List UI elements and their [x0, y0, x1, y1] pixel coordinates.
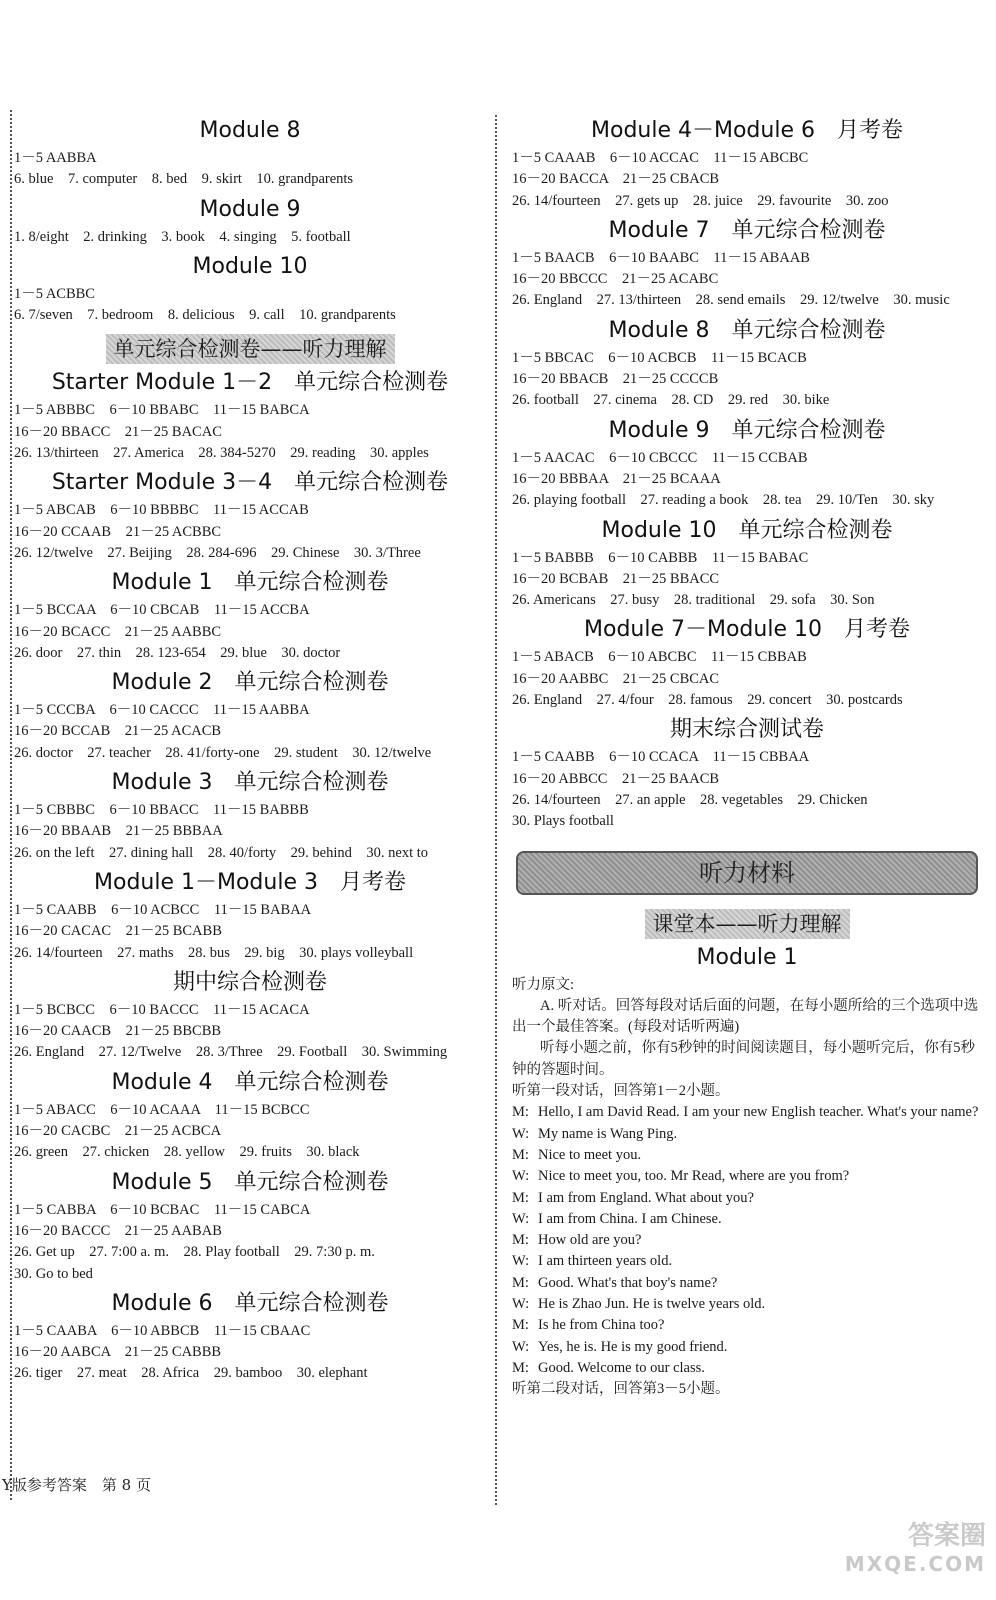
answer-line: 26. Americans 27. busy 28. traditional 29. sofa 30. Son [512, 592, 875, 609]
answer-line: 26. green 27. chicken 28. yellow 29. fruits 30. black [14, 1144, 360, 1161]
answer-line: 16－20 ABBCC 21－25 BAACB [512, 770, 720, 787]
section-heading-title: Module 8 [608, 317, 710, 343]
section-heading [512, 218, 982, 244]
dialogue-line [512, 1102, 982, 1123]
section-heading [14, 1070, 486, 1096]
speaker-label: W: [512, 1253, 530, 1270]
dialogue-text: Nice to meet you. [538, 1146, 642, 1163]
section-heading-title: Module 2 [111, 670, 213, 696]
answer-line: 16－20 CCAAB 21－25 ACBBC [14, 523, 222, 540]
answer-line: 1－5 BCBCC 6－10 BACCC 11－15 ACACA [14, 1001, 310, 1018]
answer-section [14, 1070, 486, 1164]
dialogue-text: I am from China. I am Chinese. [538, 1210, 722, 1227]
dialogue-2-intro: 听第二段对话，回答第3－5小题。 [512, 1381, 730, 1398]
dialogue-text: Nice to meet you, too. Mr Read, where are you from? [538, 1168, 850, 1185]
section-heading-title: Module 10 [192, 253, 308, 279]
section-heading-title: Module 3 [111, 770, 213, 796]
section-heading-title: Module 7 [608, 217, 710, 243]
section-heading-type: 单元综合检测卷 [294, 370, 449, 396]
section-heading [14, 970, 486, 996]
answer-line: 16－20 AABBC 21－25 CBCAC [512, 670, 720, 687]
answer-line: 16－20 CAACB 21－25 BBCBB [14, 1023, 222, 1040]
answer-line: 30. Go to bed [14, 1265, 93, 1282]
dialogue-line [512, 1315, 982, 1336]
speaker-label: M: [512, 1104, 529, 1121]
section-heading-type: 单元综合检测卷 [234, 670, 389, 696]
answer-line: 1－5 CAAAB 6－10 ACCAC 11－15 ABCBC [512, 150, 809, 166]
speaker-label: W: [512, 1210, 530, 1227]
answer-line: 26. football 27. cinema 28. CD 29. red 30. bike [512, 392, 830, 409]
answer-section [14, 870, 486, 964]
section-heading-type: 单元综合检测卷 [234, 1069, 389, 1095]
section-heading [14, 570, 486, 596]
section-heading-type: 单元综合检测卷 [731, 217, 886, 243]
section-heading-type: 月考卷 [339, 869, 406, 895]
answer-line: 16－20 CACBC 21－25 ACBCA [14, 1123, 222, 1140]
dialogue-line [512, 1145, 982, 1166]
right-column [512, 112, 982, 1400]
answer-line: 1－5 CCCBA 6－10 CACCC 11－15 AABBA [14, 702, 310, 719]
speaker-label: W: [512, 1168, 530, 1185]
answer-line: 1－5 BAACB 6－10 BAABC 11－15 ABAAB [512, 249, 810, 266]
answer-line: 1－5 ABACB 6－10 ABCBC 11－15 CBBAB [512, 649, 807, 666]
section-heading [512, 118, 982, 144]
section-heading [14, 770, 486, 796]
transcript-label: 听力原文: [512, 976, 575, 993]
section-heading-type: 月考卷 [836, 118, 903, 143]
answer-line: 26. tiger 27. meat 28. Africa 29. bamboo 30. elephant [14, 1365, 368, 1382]
speaker-label: W: [512, 1338, 530, 1355]
answer-line: 16－20 BACCC 21－25 AABAB [14, 1222, 222, 1239]
section-heading [512, 617, 982, 643]
answer-section [14, 470, 486, 564]
answer-line: 16－20 BBBAA 21－25 BCAAA [512, 470, 721, 487]
dialogue-text: Hello, I am David Read. I am your new English teacher. What's your name? [538, 1104, 979, 1121]
answer-section [512, 218, 982, 312]
right-answer-sections [512, 118, 982, 833]
section-heading [14, 870, 486, 896]
instruction-a: A. 听对话。回答每段对话后面的问题，在每小题所给的三个选项中选出一个最佳答案。(每段对话听两遍) [512, 997, 979, 1036]
section-heading-title: 期中综合检测卷 [172, 969, 327, 995]
section-heading-title: Module 6 [111, 1290, 213, 1316]
answer-section [512, 717, 982, 832]
answer-line: 26. 14/fourteen 27. maths 28. bus 29. big 30. plays volleyball [14, 944, 414, 961]
section-heading-type: 单元综合检测卷 [294, 470, 449, 496]
answer-section [14, 254, 486, 327]
dialogue-text: I am from England. What about you? [538, 1189, 754, 1206]
section-heading [512, 418, 982, 444]
answer-line: 1－5 ABCAB 6－10 BBBBC 11－15 ACCAB [14, 502, 309, 519]
section-heading-title: Module 10 [601, 517, 717, 543]
classbook-banner-wrap [512, 909, 982, 939]
answer-line: 1－5 CABBA 6－10 BCBAC 11－15 CABCA [14, 1201, 311, 1218]
answer-line: 16－20 AABCA 21－25 CABBB [14, 1344, 222, 1361]
answer-section [14, 970, 486, 1064]
answer-line: 16－20 BACCA 21－25 CBACB [512, 171, 720, 188]
answer-line: 1－5 CAABB 6－10 ACBCC 11－15 BABAA [14, 901, 312, 918]
section-heading [512, 518, 982, 544]
dialogue-1 [512, 1102, 982, 1379]
dialogue-text: Is he from China too? [538, 1317, 665, 1334]
answer-line: 6. 7/seven 7. bedroom 8. delicious 9. call 10. grandparents [14, 307, 396, 324]
section-heading-type: 单元综合检测卷 [731, 417, 886, 443]
section-heading-type: 单元综合检测卷 [234, 770, 389, 796]
answer-line: 16－20 BBACC 21－25 BACAC [14, 423, 222, 440]
answer-section [14, 770, 486, 864]
section-heading-title: Module 7－Module 10 [584, 617, 822, 643]
answer-line: 1－5 CAABA 6－10 ABBCB 11－15 CBAAC [14, 1322, 311, 1339]
dialogue-text: Yes, he is. He is my good friend. [538, 1338, 728, 1355]
speaker-label: W: [512, 1295, 530, 1312]
answer-line: 26. 14/fourteen 27. an apple 28. vegetables 29. Chicken [512, 791, 868, 808]
speaker-label: M: [512, 1232, 529, 1249]
section-banner-wrap [14, 334, 486, 364]
section-heading-title: Module 5 [111, 1169, 213, 1195]
answer-line: 16－20 BCACC 21－25 AABBC [14, 623, 222, 640]
speaker-label: M: [512, 1359, 529, 1376]
answer-line: 1. 8/eight 2. drinking 3. book 4. singing 5. football [14, 228, 351, 245]
answer-line: 26. England 27. 12/Twelve 28. 3/Three 29. Football 30. Swimming [14, 1044, 448, 1061]
answer-section [14, 197, 486, 248]
dialogue-1-intro: 听第一段对话，回答第1－2小题。 [512, 1083, 730, 1100]
answer-line: 1－5 BBCAC 6－10 ACBCB 11－15 BCACB [512, 349, 807, 366]
dialogue-line [512, 1294, 982, 1315]
speaker-label: M: [512, 1274, 529, 1291]
dialogue-line [512, 1230, 982, 1251]
section-heading-title: Starter Module 3－4 [51, 470, 273, 496]
dialogue-text: How old are you? [538, 1232, 642, 1249]
column-divider [495, 115, 503, 1505]
instruction-timing: 听每小题之前，你有5秒钟的时间阅读题目，每小题听完后，你有5秒钟的答题时间。 [512, 1040, 975, 1078]
section-heading-type: 单元综合检测卷 [234, 1169, 389, 1195]
answer-section [14, 370, 486, 464]
answer-section [512, 318, 982, 412]
answer-line: 26. door 27. thin 28. 123-654 29. blue 30. doctor [14, 644, 341, 661]
watermark-line-2: MXQE.COM [844, 1552, 986, 1576]
answer-line: 26. on the left 27. dining hall 28. 40/forty 29. behind 30. next to [14, 844, 429, 861]
listening-material-banner: 听力材料 [516, 851, 978, 895]
answer-line: 26. England 27. 4/four 28. famous 29. concert 30. postcards [512, 692, 903, 709]
section-heading-title: Module 9 [199, 196, 301, 222]
dialogue-line [512, 1188, 982, 1209]
section-heading-type: 单元综合检测卷 [234, 570, 389, 596]
answer-section [512, 118, 982, 212]
dialogue-text: My name is Wang Ping. [538, 1125, 678, 1142]
answer-line: 26. Get up 27. 7:00 a. m. 28. Play football 29. 7:30 p. m. [14, 1244, 375, 1261]
material-module-title: Module 1 [696, 944, 798, 970]
dialogue-line [512, 1251, 982, 1272]
answer-line: 1－5 CBBBC 6－10 BBACC 11－15 BABBB [14, 802, 309, 819]
answer-line: 26. 12/twelve 27. Beijing 28. 284-696 29. Chinese 30. 3/Three [14, 544, 421, 561]
section-heading-title: Module 9 [608, 417, 710, 443]
answer-section [14, 670, 486, 764]
answer-line: 26. doctor 27. teacher 28. 41/forty-one 29. student 30. 12/twelve [14, 744, 432, 761]
dialogue-text: I am thirteen years old. [538, 1253, 673, 1270]
answer-line: 1－5 ABBBC 6－10 BBABC 11－15 BABCA [14, 402, 310, 419]
speaker-label: M: [512, 1317, 529, 1334]
answer-section [14, 1170, 486, 1285]
answer-line: 26. 13/thirteen 27. America 28. 384-5270 29. reading 30. apples [14, 445, 429, 462]
answer-line: 16－20 BCCAB 21－25 ACACB [14, 723, 222, 740]
speaker-label: W: [512, 1125, 530, 1142]
dialogue-line [512, 1209, 982, 1230]
answer-line: 26. England 27. 13/thirteen 28. send emails 29. 12/twelve 30. music [512, 292, 950, 309]
answer-line: 30. Plays football [512, 813, 614, 830]
answer-line: 16－20 CACAC 21－25 BCABB [14, 923, 222, 940]
section-banner: 单元综合检测卷——听力理解 [106, 334, 395, 364]
section-heading-title: Module 4－Module 6 [591, 118, 815, 143]
section-heading-type: 单元综合检测卷 [738, 517, 893, 543]
answer-section [14, 1291, 486, 1385]
section-heading-title: Module 8 [199, 118, 301, 143]
answer-section [14, 118, 486, 191]
section-heading-type: 月考卷 [843, 617, 910, 643]
dialogue-line [512, 1273, 982, 1294]
section-heading-title: 期末综合测试卷 [669, 717, 824, 743]
answer-line: 1－5 ABACC 6－10 ACAAA 11－15 BCBCC [14, 1101, 310, 1118]
watermark-line-1: 答案圈 [907, 1521, 986, 1551]
answer-line: 1－5 AABBA [14, 150, 97, 166]
section-heading [14, 1170, 486, 1196]
classbook-listening-banner: 课堂本——听力理解 [645, 909, 850, 939]
section-heading [512, 717, 982, 743]
dialogue-line [512, 1337, 982, 1358]
answer-line: 1－5 BCCAA 6－10 CBCAB 11－15 ACCBA [14, 602, 310, 619]
section-heading [512, 318, 982, 344]
answer-line: 1－5 BABBB 6－10 CABBB 11－15 BABAC [512, 549, 809, 566]
dialogue-line [512, 1166, 982, 1187]
dialogue-line [512, 1124, 982, 1145]
binding-edge [0, 110, 12, 1500]
answer-section [512, 418, 982, 512]
section-heading-title: Module 1 [111, 570, 213, 596]
dialogue-text: He is Zhao Jun. He is twelve years old. [538, 1295, 766, 1312]
answer-line: 16－20 BBACB 21－25 CCCCB [512, 371, 719, 388]
watermark-logo [845, 1522, 986, 1578]
speaker-label: M: [512, 1189, 529, 1206]
answer-line: 1－5 ACBBC [14, 285, 95, 302]
answer-line: 1－5 AACAC 6－10 CBCCC 11－15 CCBAB [512, 449, 808, 466]
answer-section [512, 518, 982, 612]
answer-line: 6. blue 7. computer 8. bed 9. skirt 10. grandparents [14, 171, 354, 188]
answer-line: 26. 14/fourteen 27. gets up 28. juice 29. favourite 30. zoo [512, 192, 889, 209]
answer-line: 16－20 BBCCC 21－25 ACABC [512, 271, 719, 288]
section-heading [14, 254, 486, 280]
answer-section [14, 570, 486, 664]
section-heading-type: 单元综合检测卷 [234, 1290, 389, 1316]
answer-line: 1－5 CAABB 6－10 CCACA 11－15 CBBAA [512, 749, 810, 766]
section-heading [14, 670, 486, 696]
page-footer: Y版参考答案 第 8 页 [2, 1476, 151, 1494]
section-heading-title: Starter Module 1－2 [51, 370, 273, 396]
section-heading [14, 1291, 486, 1317]
section-heading [14, 470, 486, 496]
answer-line: 16－20 BCBAB 21－25 BBACC [512, 570, 720, 587]
section-heading [14, 370, 486, 396]
section-heading [14, 197, 486, 223]
dialogue-line [512, 1358, 982, 1379]
speaker-label: M: [512, 1146, 529, 1163]
left-column [14, 112, 486, 1385]
section-heading [14, 118, 486, 144]
section-heading-type: 单元综合检测卷 [731, 317, 886, 343]
section-heading-title: Module 4 [111, 1069, 213, 1095]
answer-section [512, 617, 982, 711]
section-heading-title: Module 1－Module 3 [94, 869, 318, 895]
answer-line: 26. playing football 27. reading a book 28. tea 29. 10/Ten 30. sky [512, 492, 935, 509]
dialogue-text: Good. Welcome to our class. [538, 1359, 705, 1376]
answer-line: 16－20 BBAAB 21－25 BBBAA [14, 823, 223, 840]
dialogue-text: Good. What's that boy's name? [538, 1274, 718, 1291]
